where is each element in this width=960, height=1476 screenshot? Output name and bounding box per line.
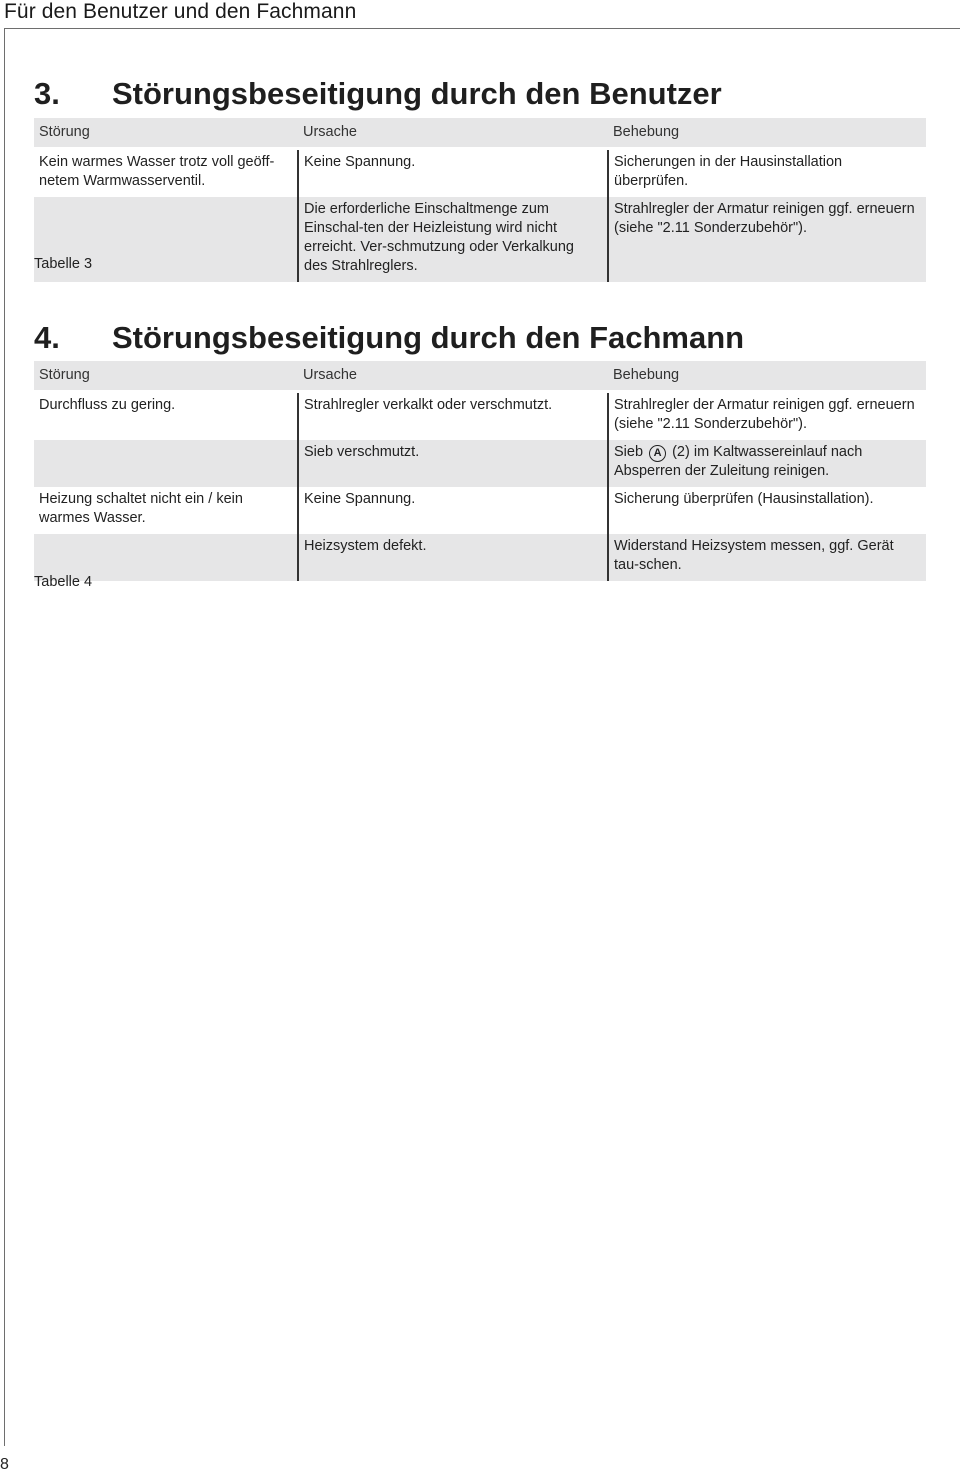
frame-left-rule: [4, 28, 5, 1446]
section-4-number: 4.: [34, 320, 60, 355]
cell-behebung: [608, 440, 926, 487]
section-3-title: Störungsbeseitigung durch den Benutzer: [112, 76, 722, 111]
cell-behebung: Strahlregler der Armatur reinigen ggf. erneuern (siehe "2.11 Sonderzubehör").: [608, 197, 926, 282]
circled-a-symbol: A: [649, 445, 666, 462]
cell-ursache: Die erforderliche Einschaltmenge zum Einschal-ten der Heizleistung wird nicht erreicht. Ver-schmutzung oder Verkalkung des Strahlreglers.: [298, 197, 608, 282]
section-4-title: Störungsbeseitigung durch den Fachmann: [112, 320, 745, 355]
cell-stoerung: Heizung schaltet nicht ein / kein warmes Wasser.: [34, 487, 298, 534]
table-4-caption: Tabelle 4: [34, 574, 93, 590]
table-4: [34, 361, 926, 581]
table-3-col-ursache: Ursache: [298, 118, 608, 149]
table-row: [34, 392, 926, 441]
cell-ursache: Strahlregler verkalkt oder verschmutzt.: [298, 392, 608, 441]
cell-ursache: Heizsystem defekt.: [298, 534, 608, 581]
table-3-col-behebung: Behebung: [608, 118, 926, 149]
cell-stoerung: [34, 440, 298, 487]
table-4-col-behebung: Behebung: [608, 361, 926, 392]
table-3-col-stoerung: Störung: [34, 118, 298, 149]
cell-ursache: Keine Spannung.: [298, 149, 608, 198]
page-number: 8: [0, 1456, 9, 1473]
table-row: [34, 440, 926, 487]
behebung-text-pre: Sieb: [614, 444, 644, 460]
cell-behebung: Sicherungen in der Hausinstallation überprüfen.: [608, 149, 926, 198]
section-3-heading: [34, 76, 722, 112]
table-row: [34, 534, 926, 581]
page-header-title: Für den Benutzer und den Fachmann: [4, 0, 357, 23]
cell-behebung: Widerstand Heizsystem messen, ggf. Gerät tau-schen.: [608, 534, 926, 581]
behebung-text-post: (2) im Kaltwassereinlauf nach Absperren der Zuleitung reinigen.: [614, 444, 863, 479]
cell-stoerung: Durchfluss zu gering.: [34, 392, 298, 441]
table-4-header-row: [34, 361, 926, 392]
table-4-col-ursache: Ursache: [298, 361, 608, 392]
section-3-number: 3.: [34, 76, 60, 111]
table-row: [34, 197, 926, 282]
table-row: [34, 487, 926, 534]
table-3: [34, 118, 926, 282]
cell-stoerung: Kein warmes Wasser trotz voll geöff-netem Warmwasserventil.: [34, 149, 298, 198]
cell-ursache: Keine Spannung.: [298, 487, 608, 534]
table-row: [34, 149, 926, 198]
table-3-header-row: [34, 118, 926, 149]
table-4-col-stoerung: Störung: [34, 361, 298, 392]
cell-behebung: Sicherung überprüfen (Hausinstallation).: [608, 487, 926, 534]
table-3-caption: Tabelle 3: [34, 256, 93, 272]
cell-behebung: Strahlregler der Armatur reinigen ggf. erneuern (siehe "2.11 Sonderzubehör").: [608, 392, 926, 441]
section-4-heading: [34, 320, 744, 356]
cell-ursache: Sieb verschmutzt.: [298, 440, 608, 487]
frame-top-rule: [4, 28, 960, 29]
